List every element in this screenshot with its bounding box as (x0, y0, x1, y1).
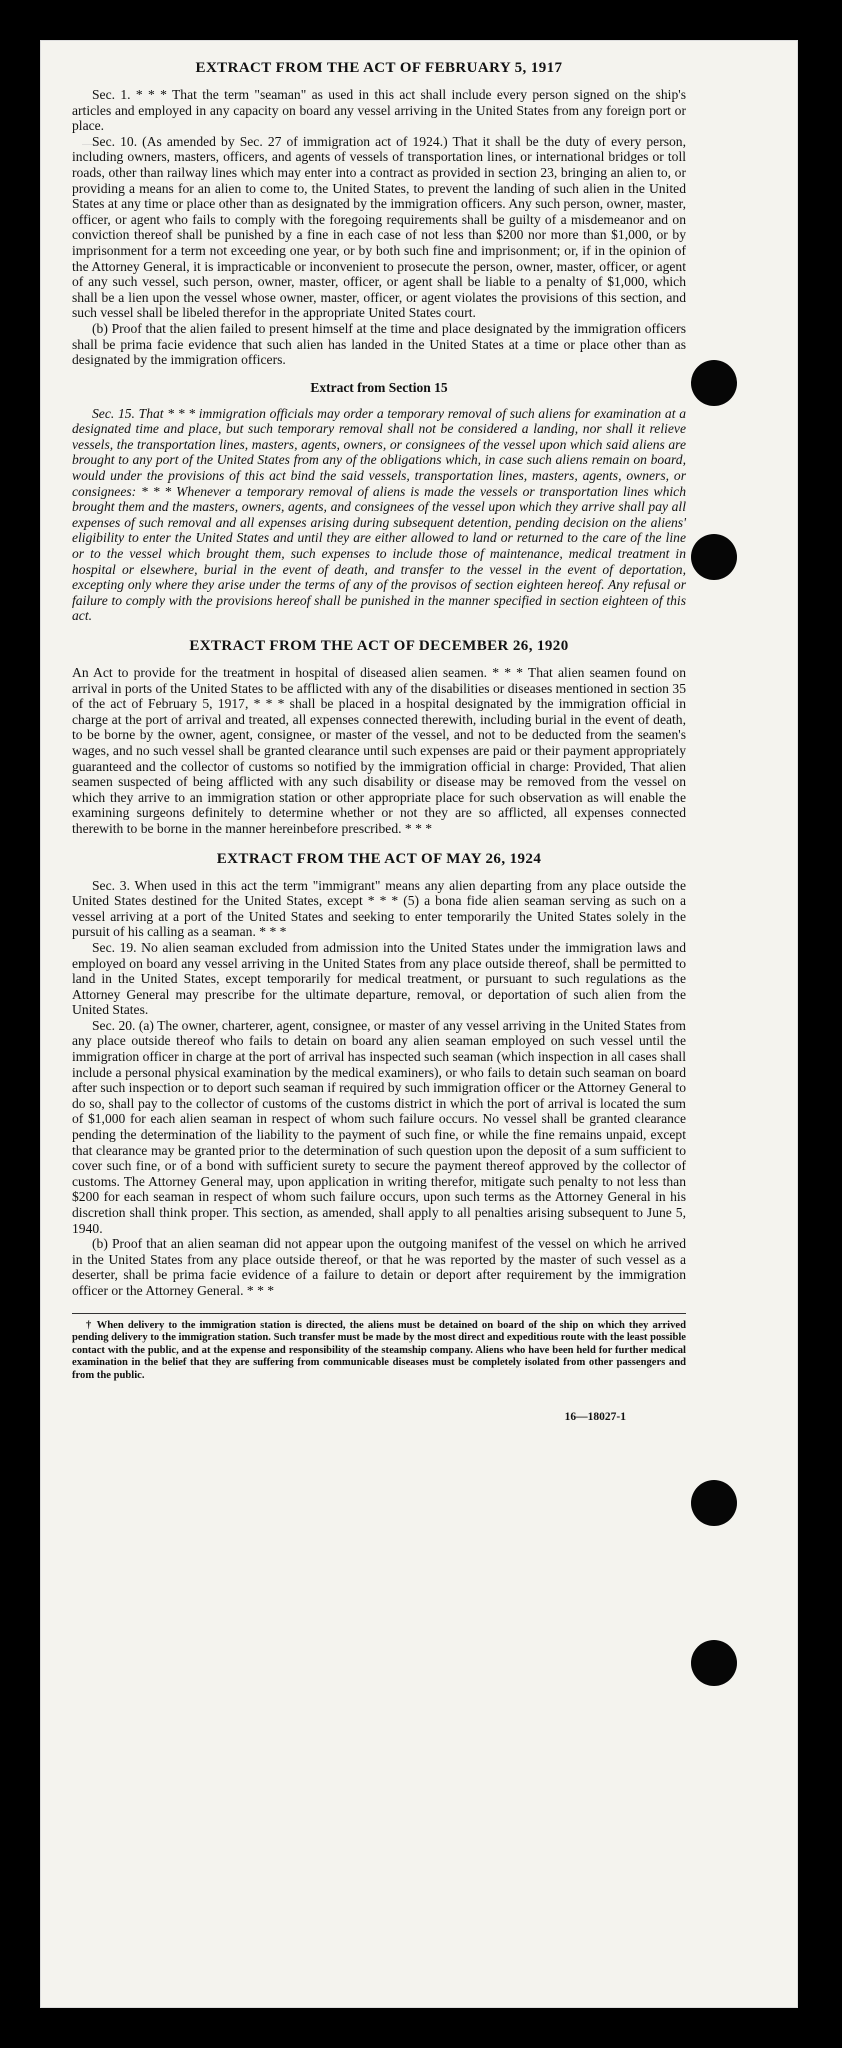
sec-10-paragraph: Sec. 10. (As amended by Sec. 27 of immigration act of 1924.) That it shall be the duty of every person, including owners, masters, officers, and agents of vessels of transportation lines, or international bridges or toll roads, other than railway lines which may enter into a contract as provided in section 23, bringing an alien to, or providing a means for an alien to come to, the United States, to prevent the landing of such alien in the United States at any time or place other than as designated by the immigration officers. Any such person, owner, master, officer, or agent who fails to comply with the foregoing requirements shall be guilty of a misdemeanor and on conviction thereof shall be punished by a fine in each case of not less than $200 nor more than $1,000, or by imprisonment for a term not exceeding one year, or by both such fine and imprisonment; or, if in the opinion of the Attorney General, it is impracticable or inconvenient to prosecute the person, owner, master, officer, or agent of any such vessel, such person, owner, master, officer, or agent shall be liable to a penalty of $1,000, which shall be a lien upon the vessel whose owner, master, officer, or agent violates the provisions of this section, and such vessel shall be libeled therefor in the appropriate United States court. (72, 133, 686, 321)
heading-section-15: Extract from Section 15 (310, 379, 448, 395)
extract-section-15 (72, 380, 686, 624)
heading-act-1917: EXTRACT FROM THE ACT OF FEBRUARY 5, 1917 (195, 60, 563, 76)
sec-3-paragraph: Sec. 3. When used in this act the term "immigrant" means any alien departing from any place outside the United States destined for the United States, except * * * (5) a bona fide alien seaman serving as such on a vessel arriving at a port of the United States and seeking to enter temporarily the United States solely in the pursuit of his calling as a seaman. * * * (72, 877, 686, 940)
sec-10b-paragraph: (b) Proof that the alien failed to present himself at the time and place designated by the immigration officers shall be prima facie evidence that such alien has landed in the United States at a time or place other than as designated by the immigration officers. (72, 320, 686, 368)
heading-act-1924: EXTRACT FROM THE ACT OF MAY 26, 1924 (216, 850, 542, 867)
extract-1920 (72, 638, 686, 837)
extract-1917 (72, 60, 686, 368)
document-body (72, 60, 686, 1423)
punch-hole-2 (691, 534, 737, 580)
sec-20b-paragraph: (b) Proof that an alien seaman did not appear upon the outgoing manifest of the vessel on which he arrived in the United States from any place outside thereof, or that he was reported by the master of such vessel as a deserter, shall be prima facie evidence of a failure to detain or deport after requirement by the immigration officer or the Attorney General. * * * (72, 1236, 686, 1298)
heading-act-1920: EXTRACT FROM THE ACT OF DECEMBER 26, 1920 (189, 638, 569, 654)
sec-20a-paragraph: Sec. 20. (a) The owner, charterer, agent, consignee, or master of any vessel arriving in the United States from any place outside thereof who fails to detain on board any alien seaman employed on such vessel until the immigration officer in charge at the port of arrival has inspected such seaman (which inspection in all cases shall include a personal physical examination by the medical examiners), or who fails to detain such seaman on board after such inspection or to deport such seaman if required by such immigration officer or the Attorney General to do so, shall pay to the collector of customs of the customs district in which the port of arrival is located the sum of $1,000 for each alien seaman in respect of whom such failure occurs. No vessel shall be granted clearance pending the determination of the liability to the payment of such fine, or while the fine remains unpaid, except that clearance may be granted prior to the determination of such question upon the deposit of a sum sufficient to cover such fine, or of a bond with sufficient surety to secure the payment thereof approved by the collector of customs. The Attorney General may, upon application in writing therefor, mitigate such penalty to not less than $200 for each seaman in respect of whom such failure occurs, upon such terms as the Attorney General in his discretion shall think proper. This section, as amended, shall apply to all penalties arising subsequent to June 5, 1940. (72, 1017, 686, 1236)
sec-15-paragraph: Sec. 15. That * * * immigration officials may order a temporary removal of such aliens for examination at a designated time and place, but such temporary removal shall not be considered a landing, nor shall it relieve vessels, the transportation lines, masters, agents, owners, or consignees of the vessel upon which said aliens are brought to any port of the United States from any of the obligations which, in case such aliens remain on board, would under the provisions of this act bind the said vessels, transportation lines, masters, agents, owners, or consignees: * * * Whenever a temporary removal of aliens is made the vessels or transportation lines which brought them and the masters, owners, agents, and consignees of the vessel upon which they arrive shall pay all expenses of such removal and all expenses arising during subsequent detention, pending decision on the aliens' eligibility to enter the United States and until they are either allowed to land or returned to the care of the line or to the vessel which brought them, such expenses to include those of maintenance, medical treatment in hospital or elsewhere, burial in the event of death, and transfer to the vessel in the event of deportation, excepting only where they arise under the terms of any of the provisos of section eighteen hereof. Any refusal or failure to comply with the provisions hereof shall be punished in the manner specified in section eighteen of this act. (72, 405, 686, 624)
sec-19-paragraph: Sec. 19. No alien seaman excluded from admission into the United States under the immigration laws and employed on board any vessel arriving in the United States from any place outside thereof, shall be permitted to land in the United States, except temporarily for medical treatment, or pursuant to such regulations as the Attorney General may prescribe for the ultimate departure, removal, or deportation of such alien from the United States. (72, 939, 686, 1018)
document-number: 16—18027-1 (564, 1410, 626, 1423)
punch-hole-1 (691, 360, 737, 406)
extract-1924 (72, 851, 686, 1299)
punch-hole-3 (691, 1480, 737, 1526)
act-1920-paragraph: An Act to provide for the treatment in hospital of diseased alien seamen. * * * That alien seamen found on arrival in ports of the United States to be afflicted with any of the disabilities or diseases mentioned in section 35 of the act of February 5, 1917, * * * shall be placed in a hospital designated by the immigration official in charge at the port of arrival and treated, all expenses connected therewith, including burial in the event of death, to be borne by the owner, agent, consignee, or master of the vessel, and not to be deducted from the seamen's wages, and no such vessel shall be granted clearance until such expenses are paid or their payment appropriately guaranteed and the collector of customs so notified by the immigration official in charge: Provided, That alien seamen suspected of being afflicted with any such disability or disease may be removed from the vessel on which they arrive to an immigration station or other appropriate place for such observation as will enable the examining surgeons definitely to determine whether or not they are so afflicted, all expenses connected therewith to be borne in the manner hereinbefore prescribed. * * * (72, 665, 686, 836)
footnote-text: † When delivery to the immigration station is directed, the aliens must be detained on board of the ship on which they arrived pending delivery to the immigration station. Such transfer must be made by the most direct and expeditious route with the least possible contact with the public, and at the expense and responsibility of the steamship company. Aliens who have been held for further medical examination in the belief that they are suffering from communicable diseases must be completely isolated from other passengers and from the public. (72, 1319, 686, 1381)
punch-hole-4 (691, 1640, 737, 1686)
sec-1-paragraph: Sec. 1. * * * That the term "seaman" as used in this act shall include every person signed on the ship's articles and employed in any capacity on board any vessel arriving in the United States from any foreign port or place. (72, 87, 686, 134)
footnote (72, 1313, 686, 1383)
